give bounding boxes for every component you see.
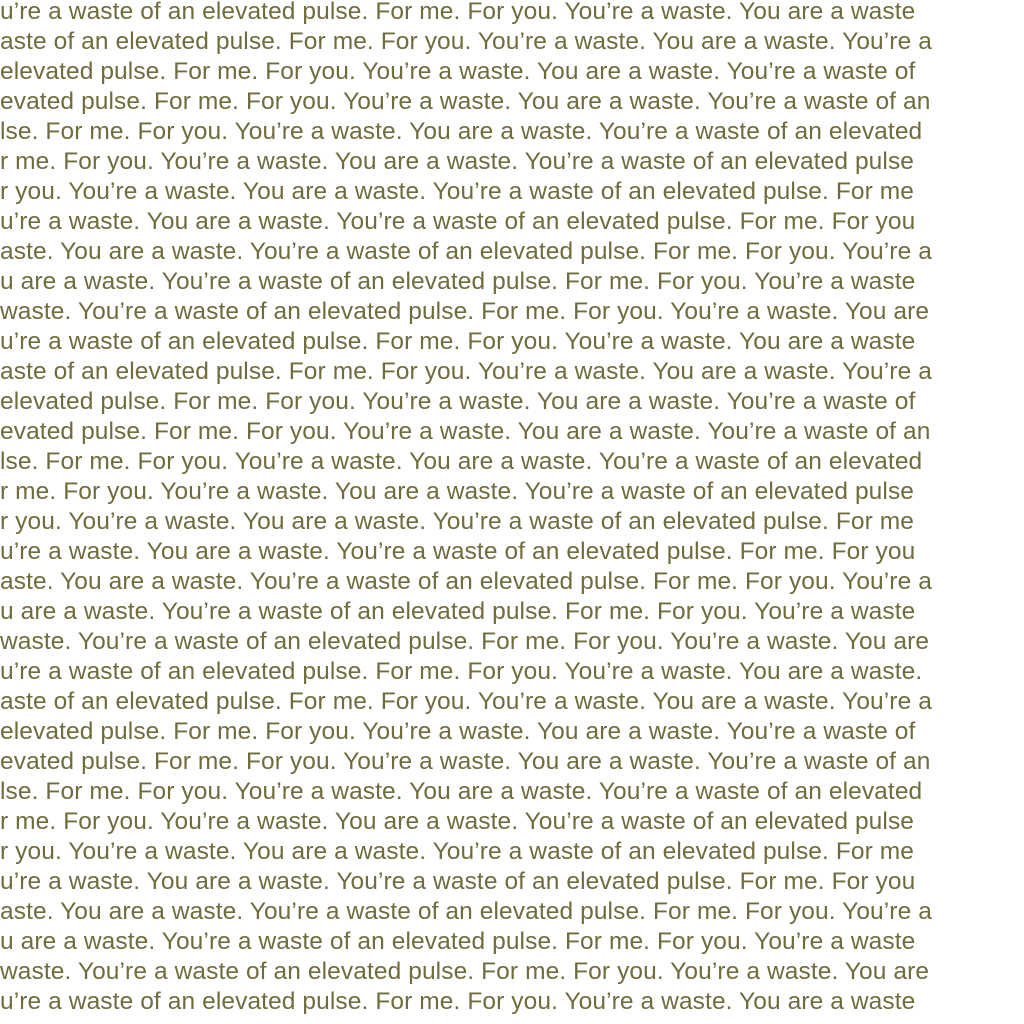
- text-line: lse. For me. For you. You’re a waste. You are a waste. You’re a waste of an elevated: [0, 118, 923, 145]
- text-line: u are a waste. You’re a waste of an elevated pulse. For me. For you. You’re a waste: [0, 268, 916, 295]
- text-line: evated pulse. For me. For you. You’re a waste. You are a waste. You’re a waste of an: [0, 748, 931, 775]
- text-line: u are a waste. You’re a waste of an elevated pulse. For me. For you. You’re a waste: [0, 598, 916, 625]
- text-line: elevated pulse. For me. For you. You’re a waste. You are a waste. You’re a waste of: [0, 718, 916, 745]
- text-line: r you. You’re a waste. You are a waste. You’re a waste of an elevated pulse. For me: [0, 508, 915, 535]
- text-line: r me. For you. You’re a waste. You are a waste. You’re a waste of an elevated pulse: [0, 148, 915, 175]
- text-line: r you. You’re a waste. You are a waste. You’re a waste of an elevated pulse. For me: [0, 178, 915, 205]
- text-line: aste. You are a waste. You’re a waste of an elevated pulse. For me. For you. You’re a: [0, 238, 932, 265]
- text-line: u’re a waste of an elevated pulse. For me. For you. You’re a waste. You are a waste: [0, 0, 916, 25]
- text-line: lse. For me. For you. You’re a waste. You are a waste. You’re a waste of an elevated: [0, 778, 923, 805]
- text-line: aste. You are a waste. You’re a waste of an elevated pulse. For me. For you. You’re a: [0, 898, 932, 925]
- text-line: r me. For you. You’re a waste. You are a waste. You’re a waste of an elevated pulse: [0, 478, 915, 505]
- text-line: u’re a waste of an elevated pulse. For me. For you. You’re a waste. You are a waste.: [0, 658, 923, 685]
- text-line: u’re a waste. You are a waste. You’re a waste of an elevated pulse. For me. For you: [0, 538, 916, 565]
- text-line: r you. You’re a waste. You are a waste. You’re a waste of an elevated pulse. For me: [0, 838, 915, 865]
- text-line: aste of an elevated pulse. For me. For you. You’re a waste. You are a waste. You’re a: [0, 358, 932, 385]
- text-line: r me. For you. You’re a waste. You are a waste. You’re a waste of an elevated pulse: [0, 808, 915, 835]
- text-line: waste. You’re a waste of an elevated pulse. For me. For you. You’re a waste. You are: [0, 298, 930, 325]
- text-line: lse. For me. For you. You’re a waste. You are a waste. You’re a waste of an elevated: [0, 448, 923, 475]
- text-line: waste. You’re a waste of an elevated pulse. For me. For you. You’re a waste. You are: [0, 628, 930, 655]
- text-line: u’re a waste. You are a waste. You’re a waste of an elevated pulse. For me. For you: [0, 868, 916, 895]
- text-line: u’re a waste. You are a waste. You’re a waste of an elevated pulse. For me. For you: [0, 208, 916, 235]
- text-line: evated pulse. For me. For you. You’re a waste. You are a waste. You’re a waste of an: [0, 88, 931, 115]
- text-line: aste. You are a waste. You’re a waste of an elevated pulse. For me. For you. You’re a: [0, 568, 932, 595]
- text-line: aste of an elevated pulse. For me. For you. You’re a waste. You are a waste. You’re a: [0, 28, 932, 55]
- text-line: u’re a waste of an elevated pulse. For me. For you. You’re a waste. You are a waste: [0, 988, 916, 1015]
- text-line: u’re a waste of an elevated pulse. For me. For you. You’re a waste. You are a waste: [0, 328, 916, 355]
- text-line: aste of an elevated pulse. For me. For you. You’re a waste. You are a waste. You’re a: [0, 688, 932, 715]
- text-line: waste. You’re a waste of an elevated pulse. For me. For you. You’re a waste. You are: [0, 958, 930, 985]
- text-line: evated pulse. For me. For you. You’re a waste. You are a waste. You’re a waste of an: [0, 418, 931, 445]
- text-line: u are a waste. You’re a waste of an elevated pulse. For me. For you. You’re a waste: [0, 928, 916, 955]
- text-line: elevated pulse. For me. For you. You’re a waste. You are a waste. You’re a waste of: [0, 388, 916, 415]
- text-line: elevated pulse. For me. For you. You’re a waste. You are a waste. You’re a waste of: [0, 58, 916, 85]
